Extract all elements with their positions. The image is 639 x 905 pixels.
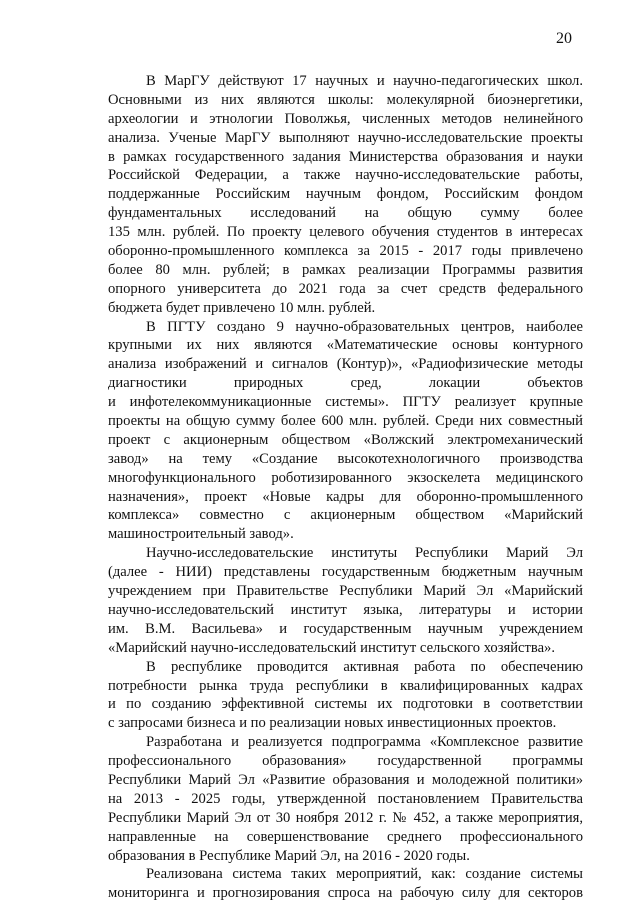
text-line: Российской Федерации, а также научно-исследовательские работы, bbox=[108, 167, 583, 184]
text-line: на 2013 - 2025 годы, утвержденной постановлением Правительства bbox=[108, 790, 583, 807]
text-line: Реализована система таких мероприятий, как: создание системы bbox=[146, 866, 583, 883]
text-line: В МарГУ действуют 17 научных и научно-педагогических школ. bbox=[146, 73, 583, 89]
text-line: проекты на общую сумму более 600 млн. рублей. Среди них совместный bbox=[108, 413, 583, 430]
text-line: назначения», проект «Новые кадры для оборонно-промышленного bbox=[108, 488, 583, 505]
text-line: В республике проводится активная работа по обеспечению bbox=[146, 658, 583, 675]
text-line: профессионального образования» государственной программы bbox=[108, 753, 583, 770]
text-line: крупными их них являются «Математические основы контурного bbox=[108, 337, 583, 354]
text-line: 135 млн. рублей. По проекту целевого обучения студентов в интересах bbox=[108, 224, 583, 241]
text-line: в рамках государственного задания Министерства образования и науки bbox=[108, 148, 583, 165]
text-line: образования в Республике Марий Эл, на 2016 - 2020 годы. bbox=[108, 847, 470, 864]
text-line: направленные на совершенствование среднего профессионального bbox=[108, 828, 583, 845]
text-line: более 80 млн. рублей; в рамках реализации Программы развития bbox=[108, 261, 583, 278]
text-line: мониторинга и прогнозирования спроса на рабочую силу для секторов bbox=[108, 885, 583, 902]
text-line: (далее - НИИ) представлены государственным бюджетным научным bbox=[108, 564, 583, 581]
text-line: бюджета будет привлечено 10 млн. рублей. bbox=[108, 299, 376, 316]
text-line: Республики Марий Эл от 30 ноября 2012 г. № 452, а также мероприятия, bbox=[108, 809, 583, 826]
text-line: и по созданию эффективной системы их подготовки в соответствии bbox=[108, 696, 583, 713]
text-line: проект с акционерным обществом «Волжский электромеханический bbox=[108, 431, 583, 448]
text-line: поддержанные Российским научным фондом, Российским фондом bbox=[108, 186, 583, 203]
text-line: археологии и этнологии Поволжья, численных методов нелинейного bbox=[108, 110, 583, 127]
text-line: анализа. Ученые МарГУ выполняют научно-исследовательские проекты bbox=[108, 129, 583, 146]
page-number: 20 bbox=[556, 30, 572, 47]
text-line: опорного университета до 2021 года за счет средств федерального bbox=[108, 280, 583, 297]
text-line: машиностроительный завод». bbox=[108, 526, 294, 543]
text-line: и инфотелекоммуникационные системы». ПГТУ реализует крупные bbox=[108, 394, 583, 411]
text-line: с запросами бизнеса и по реализации новых инвестиционных проектов. bbox=[108, 715, 557, 732]
text-line: фундаментальных исследований на общую сумму более bbox=[108, 205, 583, 222]
text-line: оборонно-промышленного комплекса за 2015 - 2017 годы привлечено bbox=[108, 243, 583, 260]
text-line: анализа изображений и сигналов (Контур)», «Радиофизические методы bbox=[108, 356, 583, 373]
text-line: Разработана и реализуется подпрограмма «Комплексное развитие bbox=[146, 734, 583, 751]
text-line: Республики Марий Эл «Развитие образования и молодежной политики» bbox=[108, 771, 583, 788]
text-line: комплекса» совместно с акционерным обществом «Марийский bbox=[108, 507, 583, 524]
text-line: В ПГТУ создано 9 научно-образовательных центров, наиболее bbox=[146, 318, 583, 335]
text-line: завод» на тему «Создание высокотехнологичного производства bbox=[108, 450, 583, 467]
text-line: научно-исследовательский институт языка, литературы и истории bbox=[108, 601, 583, 618]
text-line: потребности рынка труда республики в квалифицированных кадрах bbox=[108, 677, 583, 694]
text-line: Основными из них являются школы: молекулярной биоэнергетики, bbox=[108, 91, 583, 108]
text-line: многофункционального роботизированного экзоскелета медицинского bbox=[108, 469, 583, 486]
body-text bbox=[108, 72, 583, 903]
text-line: учреждением при Правительстве Республики Марий Эл «Марийский bbox=[108, 583, 583, 600]
text-line: Научно-исследовательские институты Республики Марий Эл bbox=[146, 545, 583, 562]
text-line: диагностики природных сред, локации объектов bbox=[108, 375, 583, 392]
text-line: «Марийский научно-исследовательский институт сельского хозяйства». bbox=[108, 639, 555, 656]
text-line: им. В.М. Васильева» и государственным научным учреждением bbox=[108, 620, 583, 637]
